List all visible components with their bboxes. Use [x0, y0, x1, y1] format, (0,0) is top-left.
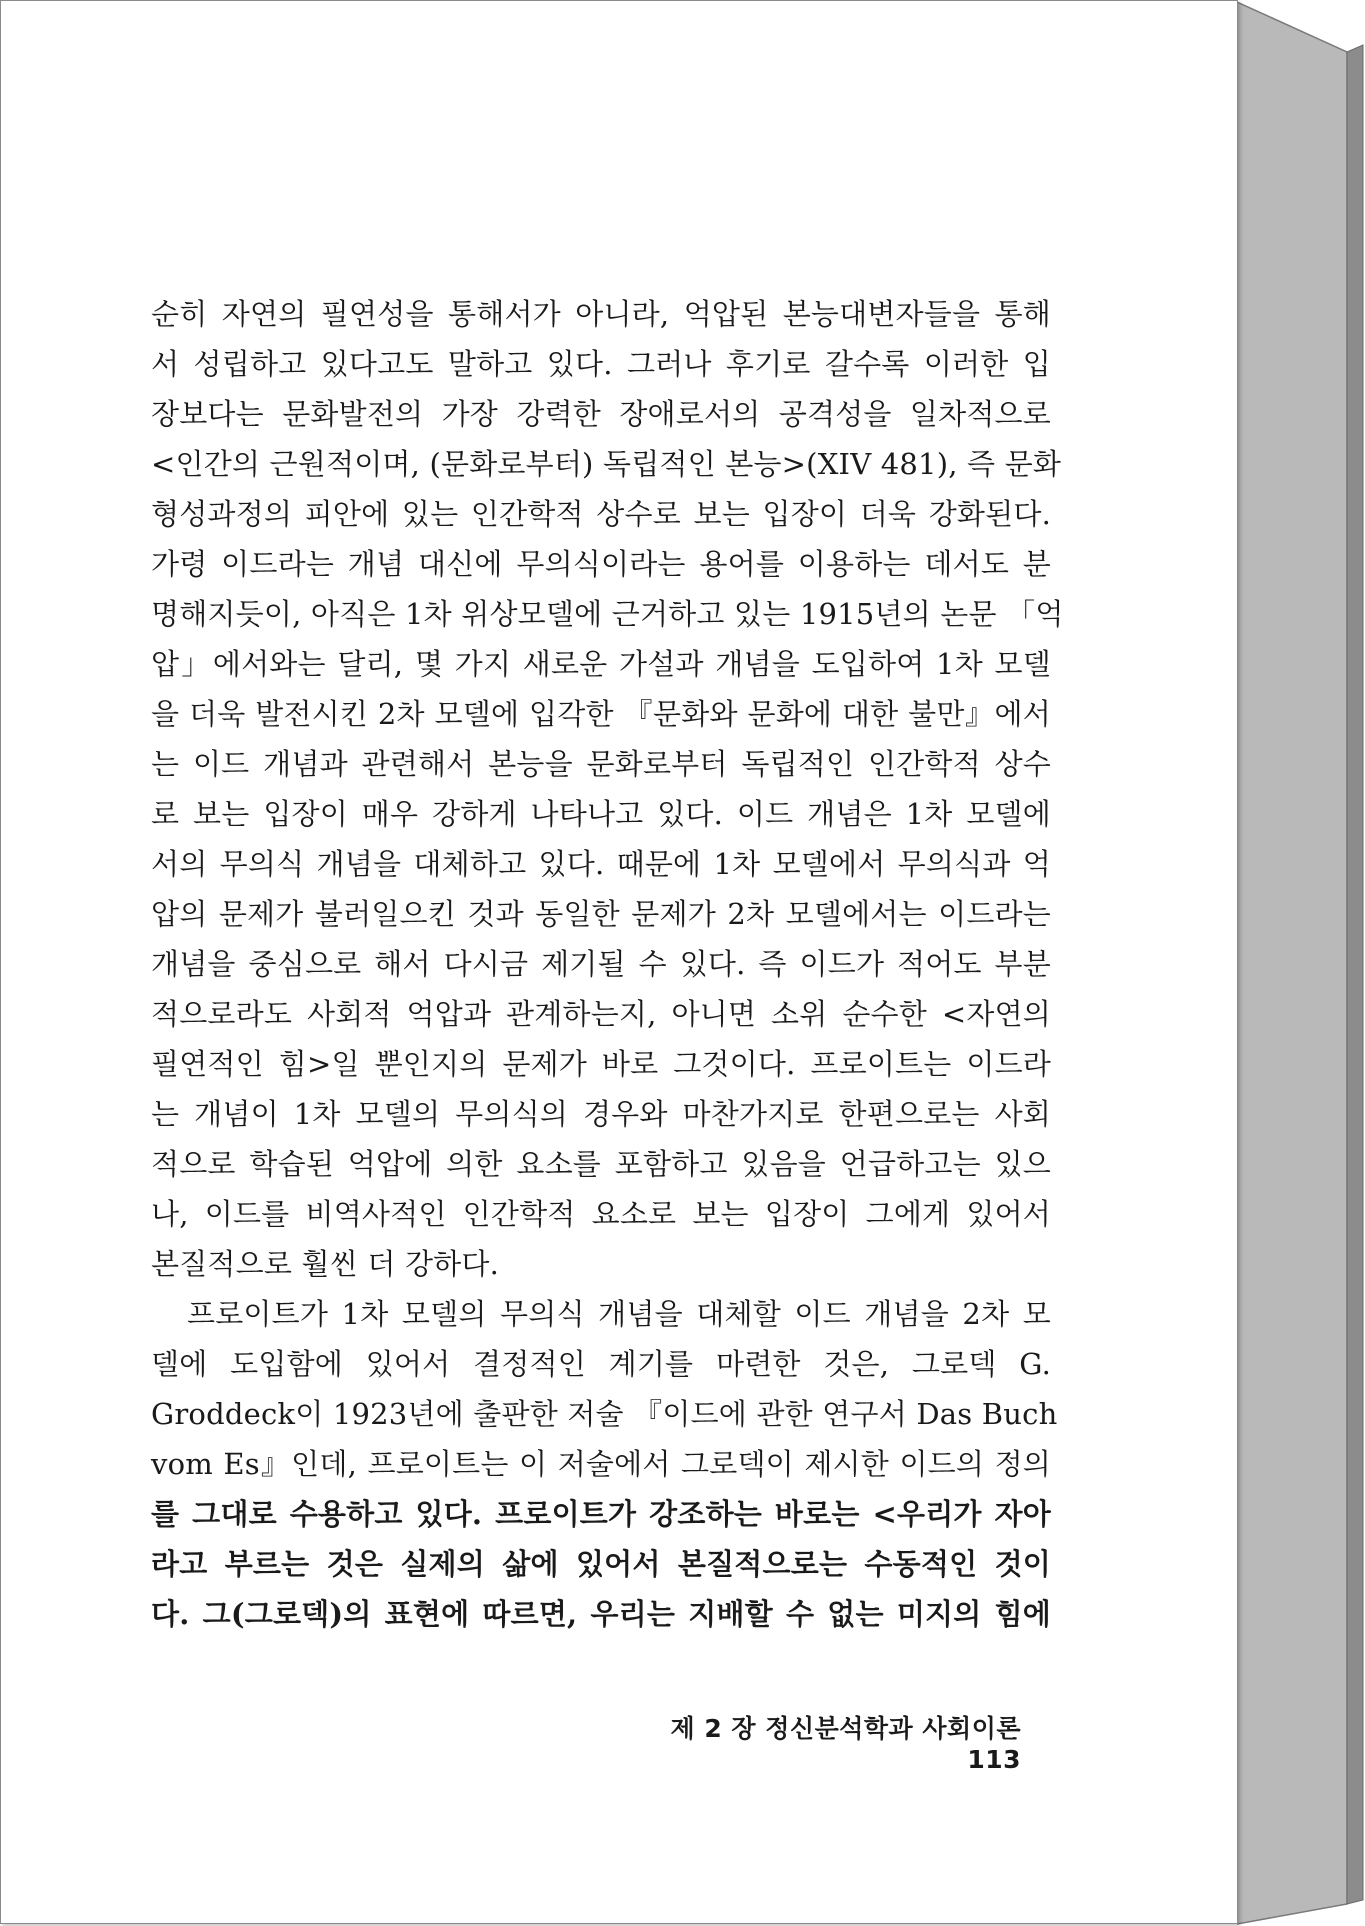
text-line: 장보다는 문화발전의 가장 강력한 장애로서의 공격성을 일차적으로	[151, 397, 1051, 431]
text-line: 적으로 학습된 억압에 의한 요소를 포함하고 있음을 언급하고는 있으	[151, 1147, 1051, 1181]
text-line: 순히 자연의 필연성을 통해서가 아니라, 억압된 본능대변자들을 통해	[151, 297, 1051, 331]
text-line: vom Es』인데, 프로이트는 이 저술에서 그로덱이 제시한 이드의 정의	[151, 1447, 1051, 1481]
page-body	[151, 289, 1064, 1639]
text-line: 서 성립하고 있다고도 말하고 있다. 그러나 후기로 갈수록 이러한 입	[151, 347, 1051, 381]
text-line: 는 이드 개념과 관련해서 본능을 문화로부터 독립적인 인간학적 상수	[151, 747, 1051, 781]
page-footer: 제 2 장 정신분석학과 사회이론 113	[670, 1714, 1021, 1774]
text-line: 라고 부르는 것은 실제의 삶에 있어서 본질적으로는 수동적인 것이	[151, 1547, 1051, 1581]
text-line: 가령 이드라는 개념 대신에 무의식이라는 용어를 이용하는 데서도 분	[151, 547, 1051, 581]
text-line: 압의 문제가 불러일으킨 것과 동일한 문제가 2차 모델에서는 이드라는	[151, 897, 1051, 931]
text-line: 다. 그(그로덱)의 표현에 따르면, 우리는 지배할 수 없는 미지의 힘에	[151, 1597, 1051, 1631]
text-line: 는 개념이 1차 모델의 무의식의 경우와 마찬가지로 한편으로는 사회	[151, 1097, 1051, 1131]
text-line: <인간의 근원적이며, (문화로부터) 독립적인 본능>(XIV 481), 즉 문화	[151, 447, 1062, 481]
text-line: 명해지듯이, 아직은 1차 위상모델에 근거하고 있는 1915년의 논문 「억	[151, 597, 1064, 631]
text-line: 압」에서와는 달리, 몇 가지 새로운 가설과 개념을 도입하여 1차 모델	[151, 647, 1051, 681]
text-line: 서의 무의식 개념을 대체하고 있다. 때문에 1차 모델에서 무의식과 억	[151, 847, 1051, 881]
text-line: 로 보는 입장이 매우 강하게 나타나고 있다. 이드 개념은 1차 모델에	[151, 797, 1051, 831]
text-line: 를 그대로 수용하고 있다. 프로이트가 강조하는 바로는 <우리가 자아	[151, 1497, 1051, 1531]
text-line: 델에 도입함에 있어서 결정적인 계기를 마련한 것은, 그로덱 G.	[151, 1347, 1051, 1381]
text-line: 프로이트가 1차 모델의 무의식 개념을 대체할 이드 개념을 2차 모	[187, 1297, 1051, 1331]
text-line: 필연적인 힘>일 뿐인지의 문제가 바로 그것이다. 프로이트는 이드라	[151, 1047, 1051, 1081]
text-line: Groddeck이 1923년에 출판한 저술 『이드에 관한 연구서 Das Buch	[151, 1397, 1058, 1431]
text-line: 개념을 중심으로 해서 다시금 제기될 수 있다. 즉 이드가 적어도 부분	[151, 947, 1051, 981]
text-line: 나, 이드를 비역사적인 인간학적 요소로 보는 입장이 그에게 있어서	[151, 1197, 1051, 1231]
book-edge	[1237, 0, 1364, 1926]
text-line: 적으로라도 사회적 억압과 관계하는지, 아니면 소위 순수한 <자연의	[151, 997, 1051, 1031]
text-line: 형성과정의 피안에 있는 인간학적 상수로 보는 입장이 더욱 강화된다.	[151, 497, 1051, 531]
text-line: 을 더욱 발전시킨 2차 모델에 입각한 『문화와 문화에 대한 불만』에서	[151, 697, 1051, 731]
text-line: 본질적으로 훨씬 더 강하다.	[151, 1247, 500, 1281]
